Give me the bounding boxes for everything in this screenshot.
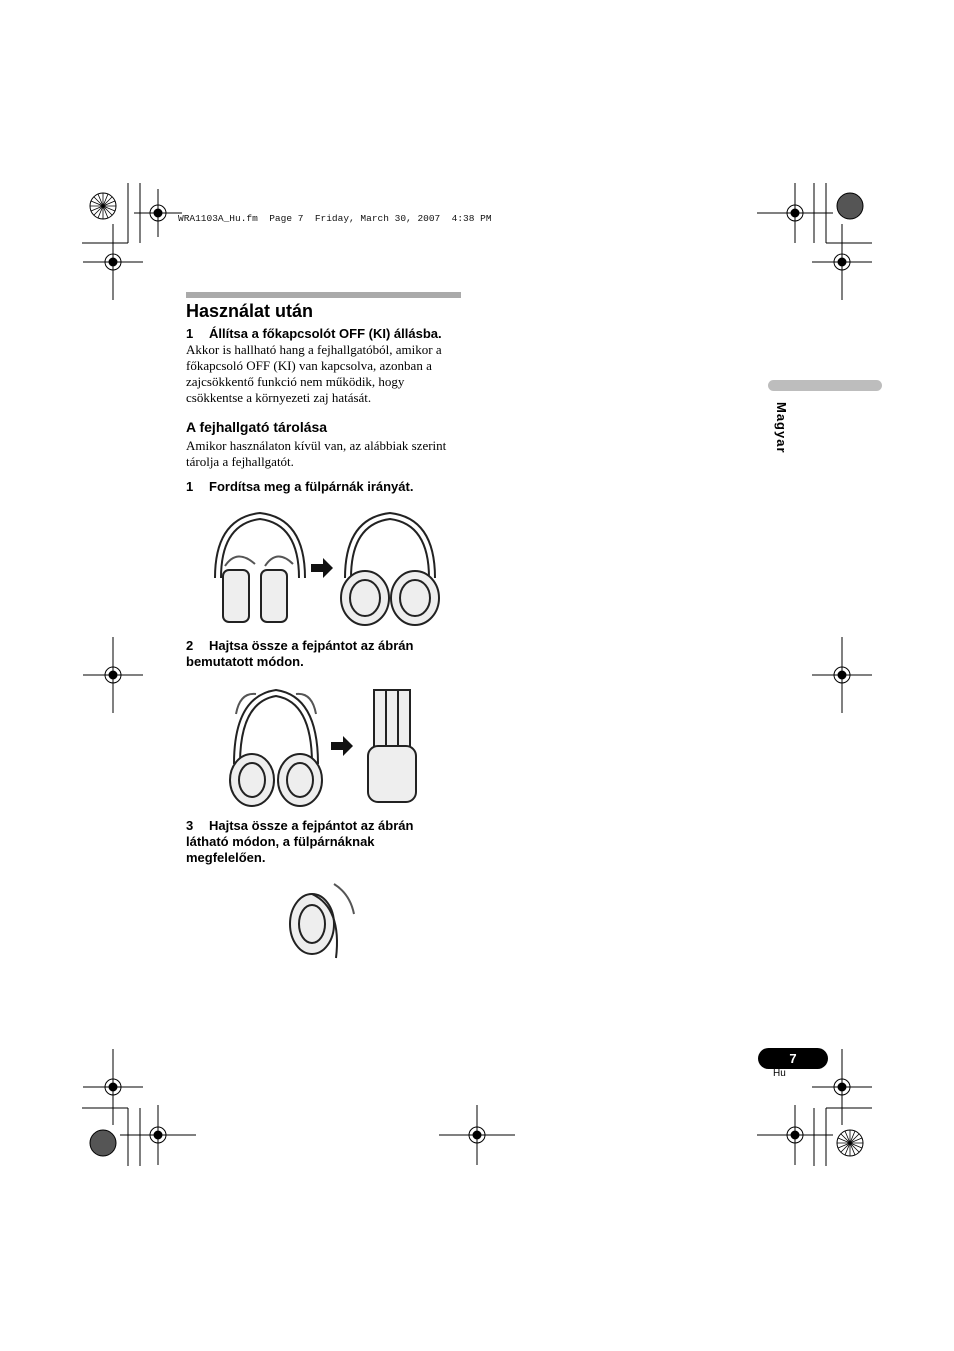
language-label: Magyar [774, 402, 789, 454]
body-line: Akkor is hallható hang a fejhallgatóból, amikor a [186, 342, 442, 357]
step-title: Állítsa a főkapcsolót OFF (KI) állásba. [209, 326, 442, 341]
body-line: tárolja a fejhallgatót. [186, 454, 294, 469]
body-line: csökkentse a környezeti zaj hatását. [186, 390, 372, 405]
page-language-code: Hu [773, 1068, 786, 1079]
step-line: bemutatott módon. [186, 654, 304, 669]
registration-mark-icon [83, 183, 872, 1165]
step-number: 1 [186, 479, 194, 494]
step-line: Fordítsa meg a fülpárnák irányát. [209, 479, 414, 494]
storage-heading: A fejhallgató tárolása [186, 419, 328, 435]
file-info-header: WRA1103A_Hu.fm Page 7 Friday, March 30, 2007 4:38 PM [178, 213, 492, 224]
page-title: Használat után [186, 301, 314, 321]
step-line: megfelelően. [186, 850, 266, 865]
step-number: 3 [186, 818, 194, 833]
body-line: főkapcsoló OFF (KI) van kapcsolva, azonban a [186, 358, 432, 373]
step-line: Hajtsa össze a fejpántot az ábrán [209, 818, 414, 833]
body-line: zajcsökkentő funkció nem működik, hogy [186, 374, 405, 389]
step-number: 1 [186, 326, 194, 341]
step-line: látható módon, a fülpárnáknak [186, 834, 375, 849]
step-line: Hajtsa össze a fejpántot az ábrán [209, 638, 414, 653]
body-line: Amikor használaton kívül van, az alábbiak szerint [186, 438, 447, 453]
page-number: 7 [758, 1048, 828, 1069]
starburst-icon [90, 193, 863, 1156]
step-number: 2 [186, 638, 194, 653]
